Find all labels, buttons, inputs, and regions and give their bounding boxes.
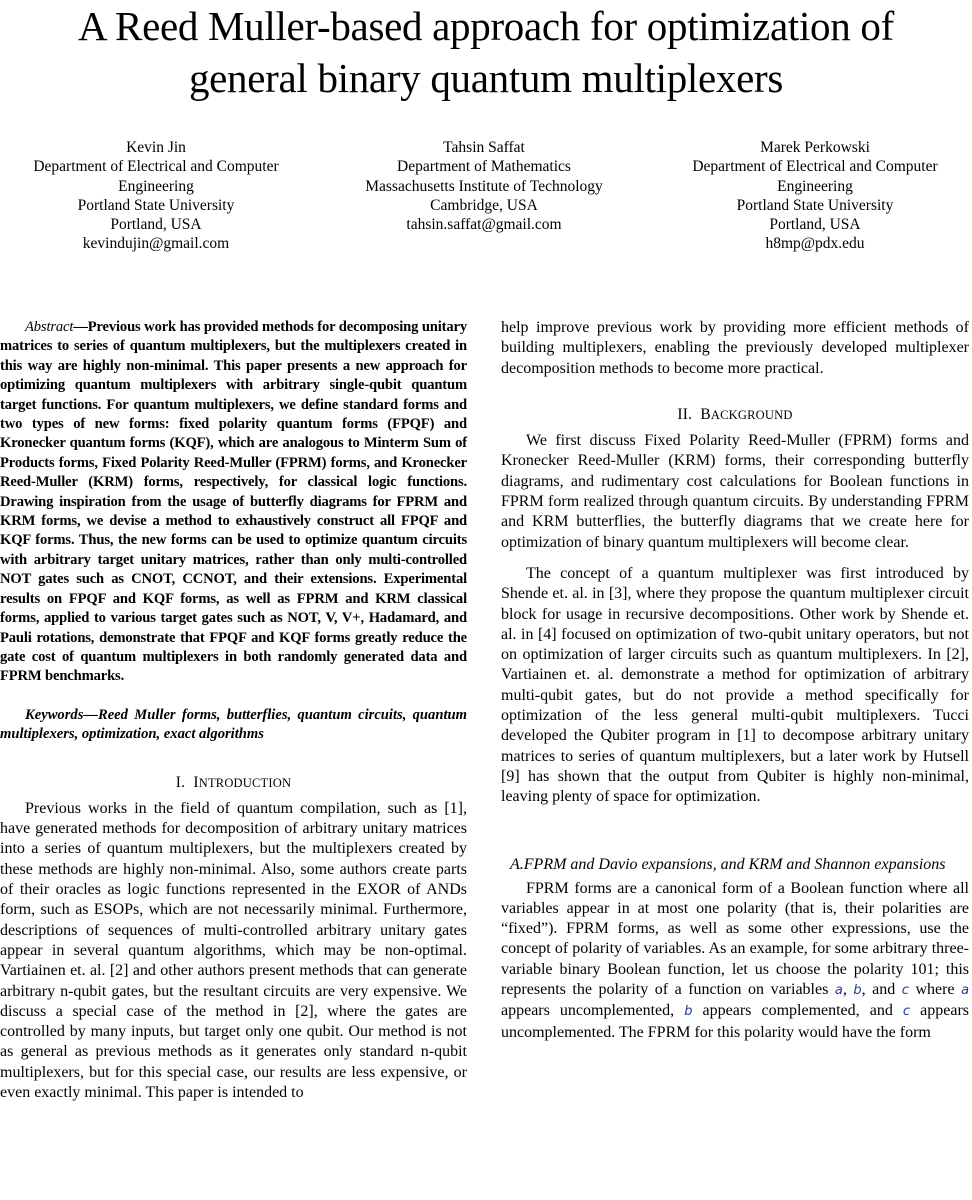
author-location: Portland, USA <box>110 216 202 234</box>
author-affiliation: Portland State University <box>77 196 235 214</box>
background-paragraph-2: The concept of a quantum multiplexer was first introduced by Shende et. al. in [3], where they propose the quantum multiplexer circuit block for usage in recursive decompositions. Other work by Shende et. al. in [4] focused on optimization of two-qubit unitary operators, but not on optimization of larger circuits such as quantum multiplexers. In [2], Vartiainen et. al. demonstrate a method for optimization of arbitrary multi-qubit gates, but do not provide a method specifically for optimization of the less general multi-qubit multiplexers. Tucci developed the Qubiter program in [1] to decompose arbitrary unitary matrices to series of quantum multiplexers, but a later work by Hutsell [9] has shown that the output from Qubiter is highly non-minimal, leaving plenty of space for optimization. <box>501 564 969 806</box>
background-paragraph-1: We first discuss Fixed Polarity Reed-Muller (FPRM) forms and Kronecker Reed-Muller (KRM) forms, their corresponding butterfly diagrams, and rudimentary cost calculations for Boolean functions in FPRM form realized through quantum circuits. By understanding FPRM and KRM butterflies, the butterfly diagrams that we create here for optimization of binary quantum multiplexers will become clear. <box>501 432 969 551</box>
variable-b: b <box>853 983 862 999</box>
section-heading-introduction <box>0 773 467 793</box>
intro-paragraph-1: Previous works in the field of quantum compilation, such as [1], have generated methods for decomposition of arbitrary unitary matrices into a series of quantum multiplexers, but the multiplexers created by these methods are highly non-minimal. Also, some authors create parts of their oracles as logic functions represented in the EXOR of ANDs form, such as ESOPs, which are not necessarily minimal. Furthermore, descriptions of sequences of multi-controlled arbitrary unitary gates appear in several quantum algorithms, which may be non-optimal. Vartiainen et. al. [2] and other authors present methods that can generate arbitrary n-qubit gates, but the resultant circuits are very expensive. We discuss a special case of the method in [2], where the gates are controlled by many inputs, but target only one qubit. Our method is not as general as previous methods as it generates only standard n-qubit multiplexers, but for this special case, our results are less expensive, or even exactly minimal. This paper is intended to <box>0 799 467 1101</box>
fprm-text: appears uncomplemented, <box>501 1002 685 1020</box>
fprm-text: appears uncomplemented. The FPRM for this polarity would have the form <box>501 1002 970 1041</box>
subsection-label: A. <box>510 855 524 873</box>
subsection-title: FPRM and Davio expansions, and KRM and Shannon expansions <box>523 855 946 873</box>
title-line-1: A Reed Muller-based approach for optimization of <box>78 3 894 49</box>
author-location: Cambridge, USA <box>430 196 538 214</box>
fprm-text: FPRM forms are a canonical form of a Boolean function where all variables appear in at most one polarity (that is, their polarities are “fixed”). FPRM forms, as well as some other expressions, use the concept of polarity of variables. As an example, for some arbitrary three-variable binary Boolean function, let us choose the polarity 101; this represents the polarity of a function on variables <box>501 879 969 999</box>
section-number: II. <box>677 405 693 423</box>
author-email: tahsin.saffat@gmail.com <box>406 216 562 234</box>
author-affiliation: Engineering <box>118 177 194 195</box>
variable-c: c <box>902 1004 911 1020</box>
subsection-heading-a <box>501 854 969 875</box>
author-1 <box>2 138 310 254</box>
author-affiliation: Department of Mathematics <box>397 158 571 176</box>
fprm-paragraph-1 <box>501 879 969 1043</box>
author-email: kevindujin@gmail.com <box>82 235 230 253</box>
fprm-text: where <box>908 981 962 999</box>
section-title-rest: ACKGROUND <box>710 407 793 422</box>
section-heading-background <box>501 405 969 425</box>
section-initial: B <box>700 405 711 423</box>
fprm-text: , and <box>861 981 902 999</box>
intro-paragraph-continued: help improve previous work by providing more efficient methods of building multiplexers, enabling the previously developed multiplexer decomposition methods to become more practical. <box>501 319 969 377</box>
author-affiliation: Portland State University <box>736 196 894 214</box>
fprm-text: , <box>842 981 854 999</box>
left-column <box>0 318 467 1103</box>
author-name: Marek Perkowski <box>760 139 870 156</box>
keywords: Keywords—Reed Muller forms, butterflies, quantum circuits, quantum multiplexers, optimization, exact algorithms <box>0 706 467 743</box>
author-name: Kevin Jin <box>126 139 186 156</box>
author-name: Tahsin Saffat <box>443 139 525 156</box>
author-location: Portland, USA <box>769 216 861 234</box>
author-3 <box>662 138 968 254</box>
variable-c: c <box>901 983 909 999</box>
author-2 <box>332 138 636 234</box>
section-initial: I <box>193 773 199 791</box>
author-affiliation: Department of Electrical and Computer <box>33 158 279 176</box>
variable-a: a <box>834 983 843 999</box>
author-email: h8mp@pdx.edu <box>765 235 865 253</box>
paper-title <box>0 0 972 104</box>
author-affiliation: Massachusetts Institute of Technology <box>365 177 603 195</box>
title-line-2: general binary quantum multiplexers <box>188 55 784 101</box>
author-affiliation: Department of Electrical and Computer <box>692 158 938 176</box>
right-column <box>501 318 969 1043</box>
variable-b: b <box>684 1004 693 1020</box>
fprm-text: appears complemented, and <box>692 1002 903 1020</box>
abstract-label: Abstract <box>25 319 74 335</box>
abstract-text: —Previous work has provided methods for decomposing unitary matrices to series of quantum multiplexers, but the multiplexers created in this way are highly non-minimal. This paper presents a new approach for optimizing quantum multiplexers with arbitrary single-qubit quantum target functions. For quantum multiplexers, we define standard forms and two types of new forms: fixed polarity quantum forms (FPQF) and Kronecker quantum forms (KQF), which are analogous to Minterm Sum of Products forms, Fixed Polarity Reed-Muller (FPRM) forms, and Kronecker Reed-Muller (KRM) forms, respectively, for classical logic functions. Drawing inspiration from the usage of butterfly diagrams for FPRM and KRM forms, we devise a method to exhaustively construct all FPQF and KQF forms. Thus, the new forms can be used to optimize quantum circuits with arbitrary target unitary matrices, rather than only multi-controlled NOT gates such as CNOT, CCNOT, and their extensions. Experimental results on FPQF and KQF forms, as well as FPRM and KRM classical forms, applied to various target gates such as NOT, V, V+, Hadamard, and Pauli rotations, demonstrate that FPQF and KQF forms greatly reduce the gate cost of quantum multiplexers in both randomly generated data and FPRM benchmarks. <box>0 319 467 685</box>
variable-a: a <box>961 983 970 999</box>
abstract <box>0 318 467 687</box>
section-number: I. <box>175 773 186 791</box>
author-affiliation: Engineering <box>777 177 853 195</box>
section-title-rest: NTRODUCTION <box>198 775 292 790</box>
